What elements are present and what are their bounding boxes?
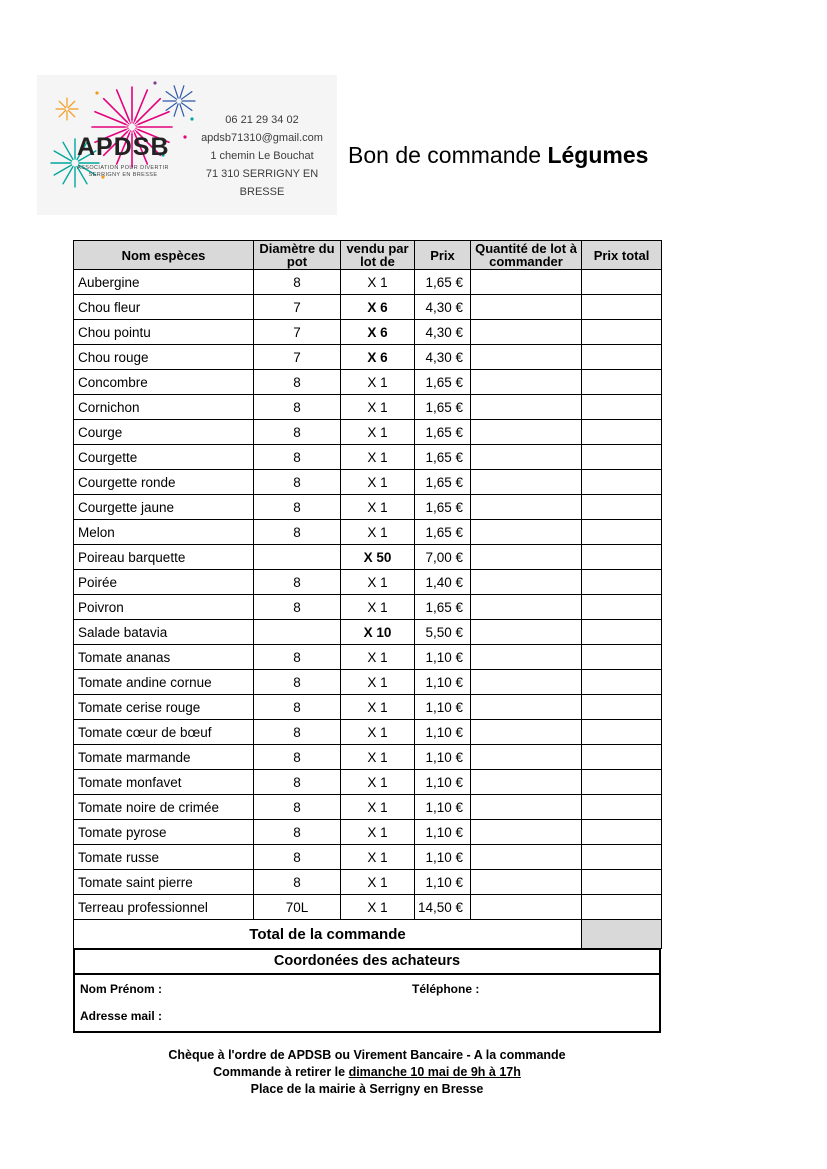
row-total-cell: [582, 870, 662, 895]
header-diametre-pot: Diamètre du pot: [254, 241, 341, 270]
footer-pickup-prefix: Commande à retirer le: [213, 1065, 349, 1079]
phone-label: Téléphone :: [412, 982, 480, 996]
diameter-cell: 8: [254, 720, 341, 745]
price-cell: 1,65 €: [415, 520, 471, 545]
table-row: [74, 645, 662, 670]
species-name-cell: Tomate pyrose: [74, 820, 254, 845]
price-cell: 1,40 €: [415, 570, 471, 595]
species-name-cell: Tomate marmande: [74, 745, 254, 770]
row-total-cell: [582, 420, 662, 445]
quantity-cell: [471, 295, 582, 320]
species-name-cell: Chou fleur: [74, 295, 254, 320]
table-row: [74, 870, 662, 895]
row-total-cell: [582, 270, 662, 295]
species-name-cell: Tomate saint pierre: [74, 870, 254, 895]
lot-size-cell: X 1: [341, 745, 415, 770]
row-total-cell: [582, 470, 662, 495]
contact-email: apdsb71310@gmail.com: [201, 132, 323, 144]
row-total-cell: [582, 720, 662, 745]
table-row: [74, 470, 662, 495]
price-cell: 5,50 €: [415, 620, 471, 645]
lot-size-cell: X 1: [341, 495, 415, 520]
row-total-cell: [582, 695, 662, 720]
quantity-cell: [471, 820, 582, 845]
title-prefix: Bon de commande: [348, 142, 548, 168]
diameter-cell: 8: [254, 870, 341, 895]
table-row: [74, 670, 662, 695]
table-row: [74, 895, 662, 920]
diameter-cell: 8: [254, 570, 341, 595]
price-cell: 1,10 €: [415, 820, 471, 845]
lot-size-cell: X 1: [341, 270, 415, 295]
species-name-cell: Chou pointu: [74, 320, 254, 345]
diameter-cell: 8: [254, 795, 341, 820]
table-row: [74, 795, 662, 820]
name-label: Nom Prénom :: [80, 982, 163, 996]
quantity-cell: [471, 795, 582, 820]
table-row: [74, 720, 662, 745]
header-vendu-par-lot: vendu par lot de: [341, 241, 415, 270]
diameter-cell: 8: [254, 695, 341, 720]
species-name-cell: Courgette jaune: [74, 495, 254, 520]
quantity-cell: [471, 370, 582, 395]
species-name-cell: Poireau barquette: [74, 545, 254, 570]
diameter-cell: 7: [254, 295, 341, 320]
price-cell: 4,30 €: [415, 295, 471, 320]
table-row: [74, 370, 662, 395]
species-name-cell: Courgette: [74, 445, 254, 470]
lot-size-cell: X 1: [341, 670, 415, 695]
price-cell: 1,65 €: [415, 395, 471, 420]
diameter-cell: 8: [254, 770, 341, 795]
species-name-cell: Chou rouge: [74, 345, 254, 370]
price-cell: 1,10 €: [415, 795, 471, 820]
lot-size-cell: X 1: [341, 770, 415, 795]
buyers-section-title: Coordonées des achateurs: [75, 950, 659, 975]
header-nom-especes: Nom espèces: [74, 241, 254, 270]
lot-size-cell: X 1: [341, 570, 415, 595]
row-total-cell: [582, 295, 662, 320]
table-row: [74, 745, 662, 770]
lot-size-cell: X 6: [341, 295, 415, 320]
diameter-cell: [254, 620, 341, 645]
table-row: [74, 270, 662, 295]
species-name-cell: Poivron: [74, 595, 254, 620]
quantity-cell: [471, 470, 582, 495]
quantity-cell: [471, 495, 582, 520]
species-name-cell: Tomate ananas: [74, 645, 254, 670]
quantity-cell: [471, 520, 582, 545]
table-row: [74, 820, 662, 845]
lot-size-cell: X 1: [341, 720, 415, 745]
species-name-cell: Salade batavia: [74, 620, 254, 645]
diameter-cell: 8: [254, 445, 341, 470]
lot-size-cell: X 1: [341, 370, 415, 395]
footer-notes: [73, 1047, 661, 1098]
quantity-cell: [471, 845, 582, 870]
lot-size-cell: X 1: [341, 845, 415, 870]
price-cell: 1,10 €: [415, 870, 471, 895]
lot-size-cell: X 1: [341, 470, 415, 495]
logo-tagline: ASSOCIATION POUR DIVERTIR SERRIGNY EN BRESSE: [77, 165, 169, 178]
footer-pickup-date: dimanche 10 mai de 9h à 17h: [348, 1065, 521, 1079]
lot-size-cell: X 50: [341, 545, 415, 570]
table-row: [74, 570, 662, 595]
buyers-body: [75, 975, 659, 1031]
species-name-cell: Tomate noire de crimée: [74, 795, 254, 820]
order-table: [73, 240, 662, 949]
species-name-cell: Courgette ronde: [74, 470, 254, 495]
price-cell: 4,30 €: [415, 345, 471, 370]
row-total-cell: [582, 370, 662, 395]
quantity-cell: [471, 895, 582, 920]
row-total-cell: [582, 520, 662, 545]
row-total-cell: [582, 345, 662, 370]
header-prix: Prix: [415, 241, 471, 270]
species-name-cell: Aubergine: [74, 270, 254, 295]
diameter-cell: 7: [254, 320, 341, 345]
quantity-cell: [471, 870, 582, 895]
diameter-cell: 8: [254, 395, 341, 420]
contact-city: 71 310 SERRIGNY EN BRESSE: [205, 168, 319, 198]
price-cell: 1,65 €: [415, 595, 471, 620]
diameter-cell: 8: [254, 470, 341, 495]
row-total-cell: [582, 445, 662, 470]
diameter-cell: 8: [254, 595, 341, 620]
quantity-cell: [471, 345, 582, 370]
total-label: Total de la commande: [74, 920, 582, 949]
price-cell: 1,10 €: [415, 745, 471, 770]
row-total-cell: [582, 795, 662, 820]
row-total-cell: [582, 595, 662, 620]
species-name-cell: Cornichon: [74, 395, 254, 420]
price-cell: 1,65 €: [415, 495, 471, 520]
logo-acronym: APDSB: [77, 133, 170, 161]
lot-size-cell: X 1: [341, 520, 415, 545]
lot-size-cell: X 1: [341, 895, 415, 920]
diameter-cell: 7: [254, 345, 341, 370]
diameter-cell: 8: [254, 370, 341, 395]
price-cell: 4,30 €: [415, 320, 471, 345]
row-total-cell: [582, 845, 662, 870]
quantity-cell: [471, 695, 582, 720]
lot-size-cell: X 1: [341, 395, 415, 420]
species-name-cell: Terreau professionnel: [74, 895, 254, 920]
page-title: [348, 142, 648, 169]
quantity-cell: [471, 445, 582, 470]
price-cell: 7,00 €: [415, 545, 471, 570]
form-body: [73, 240, 661, 1098]
diameter-cell: 8: [254, 670, 341, 695]
quantity-cell: [471, 320, 582, 345]
diameter-cell: 8: [254, 845, 341, 870]
table-row: [74, 395, 662, 420]
row-total-cell: [582, 745, 662, 770]
species-name-cell: Tomate cerise rouge: [74, 695, 254, 720]
price-cell: 1,10 €: [415, 720, 471, 745]
table-row: [74, 445, 662, 470]
footer-place-line: Place de la mairie à Serrigny en Bresse: [250, 1082, 484, 1096]
price-cell: 1,10 €: [415, 670, 471, 695]
price-cell: 1,10 €: [415, 845, 471, 870]
header-quantite-lot: Quantité de lot à commander: [471, 241, 582, 270]
table-row: [74, 520, 662, 545]
diameter-cell: 8: [254, 495, 341, 520]
table-row: [74, 495, 662, 520]
price-cell: 1,10 €: [415, 645, 471, 670]
diameter-cell: 8: [254, 820, 341, 845]
association-logo: [37, 75, 337, 215]
row-total-cell: [582, 820, 662, 845]
contact-info: [189, 111, 335, 201]
price-cell: 1,10 €: [415, 770, 471, 795]
lot-size-cell: X 1: [341, 445, 415, 470]
price-cell: 1,10 €: [415, 695, 471, 720]
species-name-cell: Tomate russe: [74, 845, 254, 870]
quantity-cell: [471, 720, 582, 745]
footer-payment-line: Chèque à l'ordre de APDSB ou Virement Bancaire - A la commande: [168, 1048, 566, 1062]
row-total-cell: [582, 320, 662, 345]
lot-size-cell: X 1: [341, 420, 415, 445]
row-total-cell: [582, 645, 662, 670]
table-row: [74, 845, 662, 870]
species-name-cell: Melon: [74, 520, 254, 545]
table-row: [74, 545, 662, 570]
email-label: Adresse mail :: [80, 1009, 163, 1023]
lot-size-cell: X 1: [341, 645, 415, 670]
table-body: [74, 270, 662, 920]
quantity-cell: [471, 770, 582, 795]
lot-size-cell: X 1: [341, 820, 415, 845]
contact-address: 1 chemin Le Bouchat: [210, 150, 314, 162]
price-cell: 1,65 €: [415, 445, 471, 470]
row-total-cell: [582, 770, 662, 795]
total-row: [74, 920, 662, 949]
diameter-cell: 8: [254, 270, 341, 295]
footer-pickup-line: [73, 1064, 661, 1081]
species-name-cell: Tomate andine cornue: [74, 670, 254, 695]
table-row: [74, 770, 662, 795]
table-row: [74, 420, 662, 445]
row-total-cell: [582, 570, 662, 595]
row-total-cell: [582, 495, 662, 520]
price-cell: 1,65 €: [415, 270, 471, 295]
diameter-cell: [254, 545, 341, 570]
row-total-cell: [582, 395, 662, 420]
lot-size-cell: X 6: [341, 320, 415, 345]
quantity-cell: [471, 420, 582, 445]
lot-size-cell: X 10: [341, 620, 415, 645]
quantity-cell: [471, 620, 582, 645]
table-row: [74, 620, 662, 645]
lot-size-cell: X 1: [341, 795, 415, 820]
lot-size-cell: X 1: [341, 695, 415, 720]
table-row: [74, 695, 662, 720]
row-total-cell: [582, 670, 662, 695]
table-row: [74, 295, 662, 320]
species-name-cell: Tomate monfavet: [74, 770, 254, 795]
table-row: [74, 320, 662, 345]
species-name-cell: Courge: [74, 420, 254, 445]
diameter-cell: 8: [254, 520, 341, 545]
species-name-cell: Poirée: [74, 570, 254, 595]
table-row: [74, 595, 662, 620]
table-header-row: [74, 241, 662, 270]
row-total-cell: [582, 620, 662, 645]
header-prix-total: Prix total: [582, 241, 662, 270]
diameter-cell: 70L: [254, 895, 341, 920]
diameter-cell: 8: [254, 420, 341, 445]
lot-size-cell: X 6: [341, 345, 415, 370]
quantity-cell: [471, 745, 582, 770]
buyers-section: [73, 948, 661, 1033]
lot-size-cell: X 1: [341, 595, 415, 620]
diameter-cell: 8: [254, 745, 341, 770]
price-cell: 1,65 €: [415, 370, 471, 395]
contact-phone: 06 21 29 34 02: [225, 114, 299, 126]
quantity-cell: [471, 670, 582, 695]
row-total-cell: [582, 895, 662, 920]
table-row: [74, 345, 662, 370]
quantity-cell: [471, 595, 582, 620]
quantity-cell: [471, 545, 582, 570]
quantity-cell: [471, 645, 582, 670]
species-name-cell: Tomate cœur de bœuf: [74, 720, 254, 745]
lot-size-cell: X 1: [341, 870, 415, 895]
diameter-cell: 8: [254, 645, 341, 670]
quantity-cell: [471, 270, 582, 295]
title-emphasis: Légumes: [547, 142, 649, 168]
price-cell: 1,65 €: [415, 420, 471, 445]
row-total-cell: [582, 545, 662, 570]
grand-total-cell: [582, 920, 662, 949]
quantity-cell: [471, 395, 582, 420]
price-cell: 14,50 €: [415, 895, 471, 920]
species-name-cell: Concombre: [74, 370, 254, 395]
price-cell: 1,65 €: [415, 470, 471, 495]
quantity-cell: [471, 570, 582, 595]
